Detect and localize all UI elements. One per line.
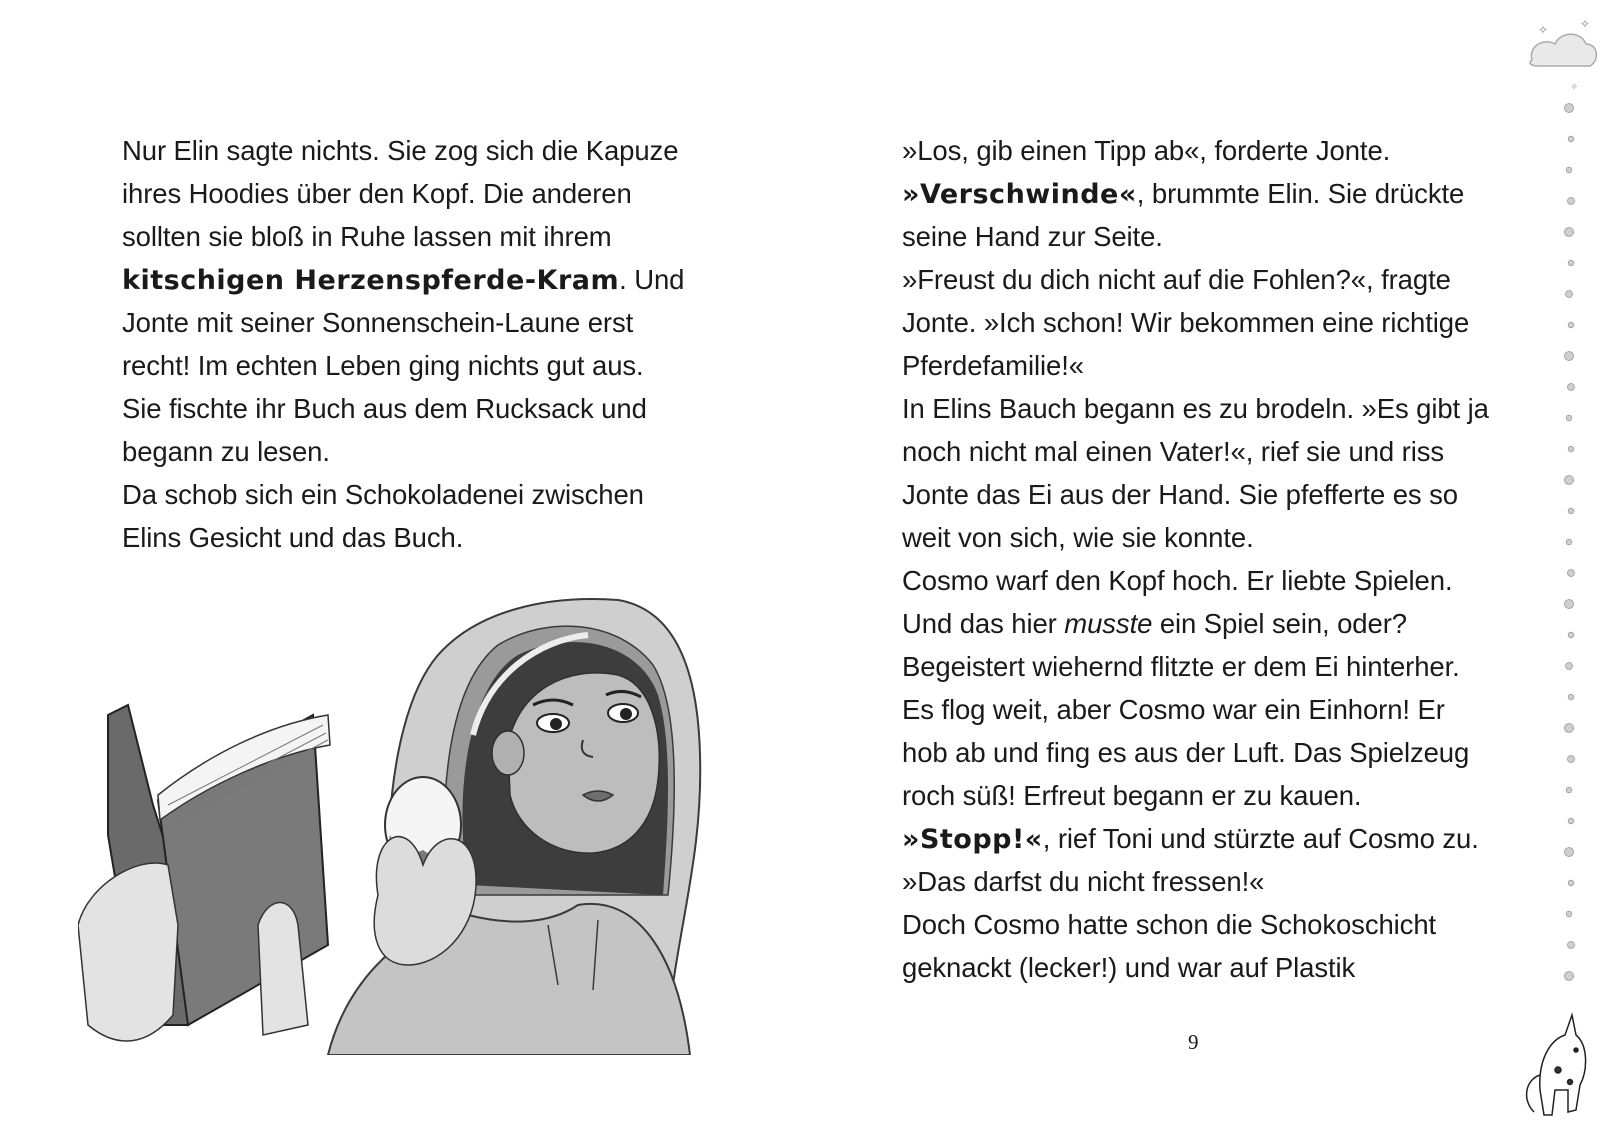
text-fragment: sollten sie bloß in Ruhe lassen mit ihrem [122, 221, 612, 252]
trail-dot [1568, 942, 1575, 949]
trail-dot [1568, 508, 1574, 514]
text-fragment: Und das hier [902, 608, 1065, 639]
trail-dot [1568, 136, 1574, 142]
text-fragment: Doch Cosmo hatte schon die Schokoschicht [902, 909, 1437, 940]
svg-text:✧: ✧ [1570, 82, 1579, 93]
trail-dot [1565, 724, 1574, 733]
trail-dot [1566, 787, 1572, 793]
page-number: 9 [1188, 1030, 1199, 1054]
text-fragment: Jonte mit seiner Sonnenschein-Laune erst [122, 307, 634, 338]
text-line [902, 430, 1489, 473]
trail-dot [1568, 384, 1575, 391]
left-hand [78, 863, 178, 1041]
text-fragment: begann zu lesen. [122, 436, 330, 467]
text-fragment: Pferdefamilie!« [902, 350, 1084, 381]
text-line [122, 430, 684, 473]
text-fragment: recht! Im echten Leben ging nichts gut aus. [122, 350, 644, 381]
trail-dot [1568, 818, 1574, 824]
trail-dot [1565, 476, 1574, 485]
trail-dot [1568, 570, 1575, 577]
emphasized-word: »Stopp!« [902, 824, 1043, 855]
dotted-trail [1565, 104, 1575, 981]
text-fragment: Elins Gesicht und das Buch. [122, 522, 464, 553]
trail-dot [1566, 539, 1572, 545]
text-fragment: Nur Elin sagte nichts. Sie zog sich die Kapuze [122, 135, 679, 166]
trail-dot [1565, 972, 1574, 981]
trail-dot [1566, 911, 1572, 917]
trail-dot [1566, 415, 1572, 421]
text-fragment: , brummte Elin. Sie drückte [1136, 178, 1465, 209]
trail-dot [1568, 322, 1574, 328]
trail-dot [1565, 848, 1574, 857]
text-line [902, 903, 1489, 946]
trail-dot [1568, 446, 1574, 452]
text-line [122, 301, 684, 344]
text-fragment: »Los, gib einen Tipp ab«, forderte Jonte. [902, 135, 1391, 166]
ear-shape [492, 731, 524, 775]
svg-text:✧: ✧ [1580, 17, 1591, 31]
text-fragment: ihres Hoodies über den Kopf. Die anderen [122, 178, 632, 209]
text-fragment: seine Hand zur Seite. [902, 221, 1163, 252]
text-fragment: Begeistert wiehernd flitzte er dem Ei hinterher. [902, 651, 1460, 682]
text-fragment: Jonte. »Ich schon! Wir bekommen eine richtige [902, 307, 1470, 338]
text-line [902, 731, 1489, 774]
italic-word: musste [1064, 608, 1153, 639]
text-line [902, 129, 1489, 172]
text-fragment: hob ab und fing es aus der Luft. Das Spielzeug [902, 737, 1470, 768]
text-line [902, 172, 1489, 215]
text-fragment: Jonte das Ei aus der Hand. Sie pfefferte es so [902, 479, 1458, 510]
right-page [800, 0, 1600, 1131]
text-fragment: »Freust du dich nicht auf die Fohlen?«, fragte [902, 264, 1451, 295]
emphasized-word: »Verschwinde« [902, 179, 1137, 210]
text-fragment: geknackt (lecker!) und war auf Plastik [902, 952, 1356, 983]
text-line [902, 860, 1489, 903]
text-line [902, 559, 1489, 602]
text-fragment: Es flog weit, aber Cosmo war ein Einhorn! Er [902, 694, 1445, 725]
text-line [902, 946, 1489, 989]
left-text-block [122, 129, 684, 559]
text-line [902, 301, 1489, 344]
text-line [122, 387, 684, 430]
trail-dot [1565, 352, 1574, 361]
text-line [902, 817, 1489, 860]
cloud-with-stars-icon [1530, 17, 1596, 93]
trail-dot [1568, 198, 1575, 205]
text-fragment: . Und [619, 264, 685, 295]
trail-dot [1566, 291, 1573, 298]
text-fragment: weit von sich, wie sie konnte. [902, 522, 1254, 553]
trail-dot [1565, 228, 1574, 237]
text-line [902, 774, 1489, 817]
trail-dot [1566, 663, 1573, 670]
text-line [902, 344, 1489, 387]
text-line [122, 344, 684, 387]
text-line [122, 516, 684, 559]
unicorn-icon [1527, 1015, 1586, 1115]
text-fragment: Cosmo warf den Kopf hoch. Er liebte Spielen. [902, 565, 1453, 596]
trail-dot [1568, 756, 1575, 763]
text-line [902, 645, 1489, 688]
text-line [902, 516, 1489, 559]
trail-dot [1565, 104, 1574, 113]
text-line [902, 215, 1489, 258]
girl-reading-illustration [78, 595, 713, 1055]
emphasized-word: kitschigen Herzenspferde-Kram [122, 265, 620, 296]
text-line [902, 258, 1489, 301]
text-line [122, 258, 684, 301]
trail-dot [1568, 632, 1574, 638]
text-fragment: noch nicht mal einen Vater!«, rief sie und riss [902, 436, 1445, 467]
text-line [902, 387, 1489, 430]
text-line [122, 172, 684, 215]
text-line [902, 602, 1489, 645]
trail-dot [1568, 260, 1574, 266]
text-line [122, 129, 684, 172]
text-fragment: »Das darfst du nicht fressen!« [902, 866, 1265, 897]
text-fragment: Da schob sich ein Schokoladenei zwischen [122, 479, 644, 510]
face-shape [508, 673, 659, 853]
page-decoration [1510, 0, 1600, 1131]
trail-dot [1568, 694, 1574, 700]
text-fragment: Sie fischte ihr Buch aus dem Rucksack und [122, 393, 647, 424]
text-fragment: ein Spiel sein, oder? [1152, 608, 1407, 639]
right-text-block [902, 129, 1489, 989]
trail-dot [1565, 600, 1574, 609]
text-fragment: In Elins Bauch begann es zu brodeln. »Es gibt ja [902, 393, 1489, 424]
text-line [902, 473, 1489, 516]
trail-dot [1568, 880, 1574, 886]
trail-dot [1566, 167, 1572, 173]
text-line [122, 215, 684, 258]
text-fragment: roch süß! Erfreut begann er zu kauen. [902, 780, 1362, 811]
text-line [902, 688, 1489, 731]
svg-text:✧: ✧ [1538, 23, 1549, 37]
text-line [122, 473, 684, 516]
text-fragment: , rief Toni und stürzte auf Cosmo zu. [1042, 823, 1479, 854]
